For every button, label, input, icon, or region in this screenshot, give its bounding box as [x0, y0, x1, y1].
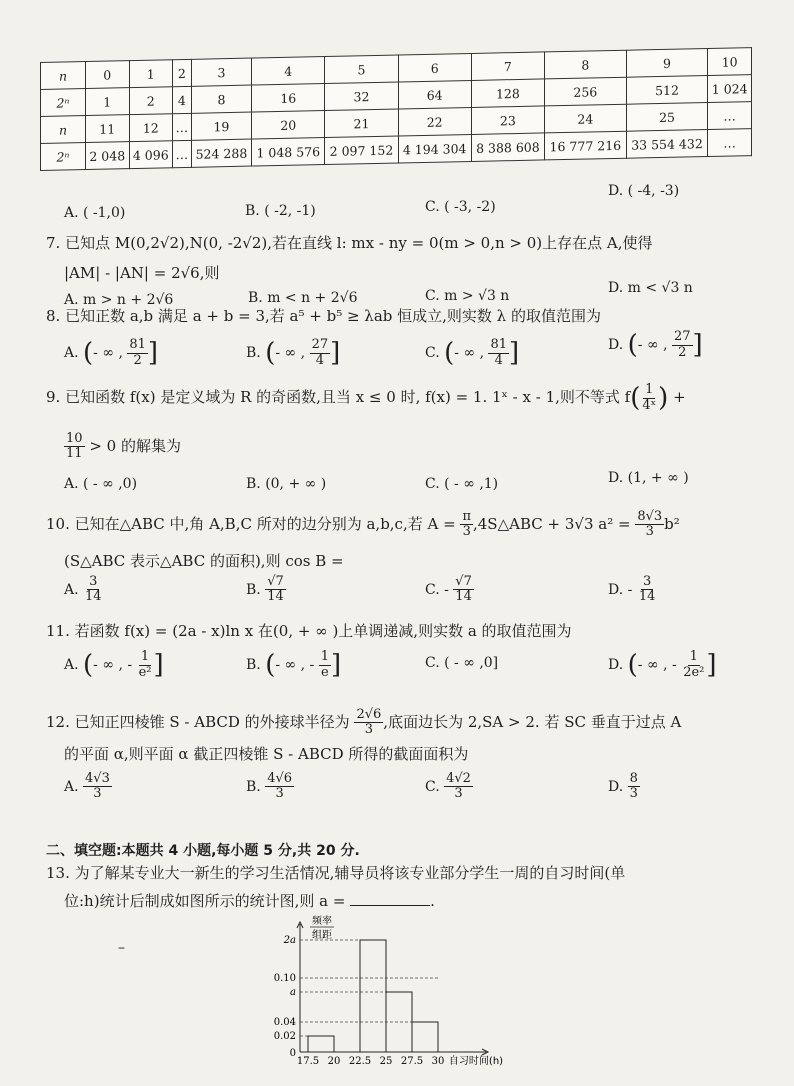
table-cell: 2 [129, 87, 173, 115]
table-cell: 128 [471, 79, 544, 108]
q7-option-d: D. m < √3 n [608, 280, 693, 296]
table-cell: 4 096 [129, 141, 173, 169]
table-cell: 4 [252, 57, 325, 86]
q6-option-c: C. ( -3, -2) [425, 199, 496, 215]
table-cell: 1 [86, 88, 130, 116]
table-cell: 1 024 [708, 75, 752, 103]
x-tick-label: 25 [379, 1056, 393, 1067]
table-cell: 6 [398, 53, 471, 82]
q12-option-b: B. $\frac{4√6}{3}$ [246, 771, 293, 802]
table-cell: 16 [252, 84, 325, 113]
table-cell: 8 [191, 85, 251, 113]
q8-option-b: B. (- ∞ , $\frac{27}{4}$ ] [246, 337, 341, 368]
q8-option-c: C. (- ∞ , $\frac{81}{4}$ ] [425, 337, 520, 368]
q12-stem: 12. 已知正四棱锥 S - ABCD 的外接球半径为 $\frac{2√6}{3}$ ,底面边长为 2,SA > 2. 若 SC 垂直于过点 A [46, 707, 682, 738]
y-tick-label: 0.02 [273, 1031, 296, 1042]
q13-stem-line2: 位:h)统计后制成如图所示的统计图,则 a = . [64, 892, 435, 910]
q11-option-b: B. (- ∞ , - $\frac{1}{e}$ ] [246, 649, 342, 680]
q9-stem-line2: $\frac{10}{11}$ > 0 的解集为 [66, 431, 181, 462]
table-cell: 2ⁿ [41, 143, 86, 171]
q12-option-a: A. $\frac{4√3}{3}$ [64, 771, 110, 802]
table-cell: 2 097 152 [325, 136, 398, 165]
table-cell: 2ⁿ [41, 89, 86, 117]
y-axis-label-top: 频率 [312, 916, 332, 927]
x-tick-label: 30 [431, 1056, 445, 1067]
y-tick-label: 0.10 [273, 973, 296, 984]
q10-option-c: C. - $\frac{√7}{14}$ [425, 574, 472, 605]
q10-option-b: B. $\frac{√7}{14}$ [246, 574, 284, 605]
x-tick-label: 20 [327, 1056, 341, 1067]
table-cell: 8 388 608 [471, 133, 544, 162]
origin-label: 0 [289, 1048, 296, 1059]
q12-stem-line2: 的平面 α,则平面 α 截正四棱锥 S - ABCD 所得的截面面积为 [64, 745, 469, 763]
q10-stem: 10. 已知在△ABC 中,角 A,B,C 所对的边分别为 a,b,c,若 A = $\frac{\pi}{3}$ ,4S△ABC + 3√3 a² = $\frac{8√3}{3}$ b² [46, 509, 680, 540]
table-cell: 23 [471, 106, 544, 135]
histogram-bar [386, 992, 412, 1052]
table-cell: 11 [86, 115, 130, 143]
q8-stem: 8. 已知正数 a,b 满足 a + b = 3,若 a⁵ + b⁵ ≥ λab 恒成立,则实数 λ 的取值范围为 [46, 307, 601, 325]
q7-option-c: C. m > √3 n [425, 288, 510, 304]
table-cell: 12 [129, 114, 173, 142]
table-cell: 7 [471, 52, 544, 81]
table-cell: 4 194 304 [398, 134, 471, 163]
table-cell: 32 [325, 82, 398, 111]
q12-option-c: C. $\frac{4√2}{3}$ [425, 771, 471, 802]
table-cell: … [708, 129, 752, 157]
x-tick-label: 17.5 [296, 1056, 320, 1067]
table-cell: … [173, 113, 192, 140]
q6-option-d: D. ( -4, -3) [608, 183, 680, 199]
table-cell: 2 [173, 59, 192, 86]
histogram-bar [360, 940, 386, 1052]
y-tick-label: 0.04 [273, 1017, 296, 1028]
histogram-chart [255, 912, 535, 1077]
table-cell: 3 [191, 58, 251, 86]
table-cell: 5 [325, 55, 398, 84]
table-cell: 22 [398, 107, 471, 136]
table-cell: 8 [544, 50, 626, 79]
table-cell: 16 777 216 [544, 131, 626, 160]
table-cell: 4 [173, 86, 192, 113]
table-cell: 9 [626, 49, 708, 78]
q9-option-c: C. ( - ∞ ,1) [425, 476, 499, 492]
q11-stem: 11. 若函数 f(x) = (2a - x)ln x 在(0, + ∞ )上单调递减,则实数 a 的取值范围为 [46, 622, 572, 640]
table-cell: n [41, 62, 86, 90]
q9-option-d: D. (1, + ∞ ) [608, 470, 689, 486]
q10-option-d: D. - $\frac{3}{14}$ [608, 574, 656, 605]
q7-stem: 7. 已知点 M(0,2√2),N(0, -2√2),若在直线 l: mx - ny = 0(m > 0,n > 0)上存在点 A,使得 [46, 234, 653, 252]
q13-stem: 13. 为了解某专业大一新生的学习生活情况,辅导员将该专业部分学生一周的自习时间(单 [46, 864, 626, 882]
q8-option-a: A. (- ∞ , $\frac{81}{2}$ ] [64, 337, 159, 368]
table-cell: 256 [544, 77, 626, 106]
x-tick-label: 22.5 [348, 1056, 372, 1067]
table-cell: 21 [325, 109, 398, 138]
table-cell: … [708, 102, 752, 130]
answer-blank[interactable] [350, 905, 430, 906]
table-cell: … [173, 140, 192, 167]
table-cell: 25 [626, 103, 708, 132]
y-tick-label: 2a [283, 935, 296, 946]
x-tick-label: 27.5 [400, 1056, 424, 1067]
q12-option-d: D. $\frac{8}{3}$ [608, 771, 638, 802]
q9-option-a: A. ( - ∞ ,0) [64, 476, 138, 492]
table-cell: 20 [252, 111, 325, 140]
y-tick-label: a [290, 987, 296, 998]
table-cell: 1 048 576 [252, 138, 325, 167]
section-heading: 二、填空题:本题共 4 小题,每小题 5 分,共 20 分. [46, 843, 360, 859]
table-cell: 24 [544, 104, 626, 133]
table-cell: 1 [129, 60, 173, 88]
table-cell: 512 [626, 76, 708, 105]
table-cell: 64 [398, 80, 471, 109]
x-axis-label: 自习时间(h) [448, 1056, 504, 1067]
powers-of-two-table [40, 47, 752, 171]
q11-option-c: C. ( - ∞ ,0] [425, 655, 499, 671]
q7-option-b: B. m < n + 2√6 [248, 290, 358, 306]
histogram-bar [412, 1022, 438, 1052]
table-cell: 524 288 [191, 139, 251, 167]
table-cell: n [41, 116, 86, 144]
q6-option-a: A. ( -1,0) [64, 205, 126, 221]
q7-stem-line2: |AM| - |AN| = 2√6,则 [64, 264, 220, 282]
q8-option-d: D. (- ∞ , $\frac{27}{2}$ ] [608, 329, 703, 360]
q11-option-d: D. (- ∞ , - $\frac{1}{\text{2e²}}$ ] [608, 649, 717, 680]
q11-option-a: A. (- ∞ , - $\frac{1}{\text{e²}}$ ] [64, 649, 164, 680]
q10-option-a: A. $\frac{3}{14}$ [64, 574, 102, 605]
y-axis-label-bottom: 组距 [312, 930, 332, 941]
q6-option-b: B. ( -2, -1) [245, 203, 316, 219]
table-cell: 19 [191, 112, 251, 140]
table-cell: 33 554 432 [626, 130, 708, 159]
q7-option-a: A. m > n + 2√6 [64, 292, 174, 308]
margin-dash: – [118, 940, 125, 956]
table-cell: 0 [86, 61, 130, 89]
q9-stem: 9. 已知函数 f(x) 是定义域为 R 的奇函数,且当 x ≤ 0 时, f(x) = 1. 1ˣ - x - 1,则不等式 f( $\frac{1}{\text{4ˣ}}$ ) + [46, 382, 686, 413]
q10-stem-line2: (S△ABC 表示△ABC 的面积),则 cos B = [64, 552, 344, 570]
q9-option-b: B. (0, + ∞ ) [246, 476, 327, 492]
table-cell: 10 [708, 48, 752, 76]
table-cell: 2 048 [86, 142, 130, 170]
histogram-bar [308, 1036, 334, 1052]
